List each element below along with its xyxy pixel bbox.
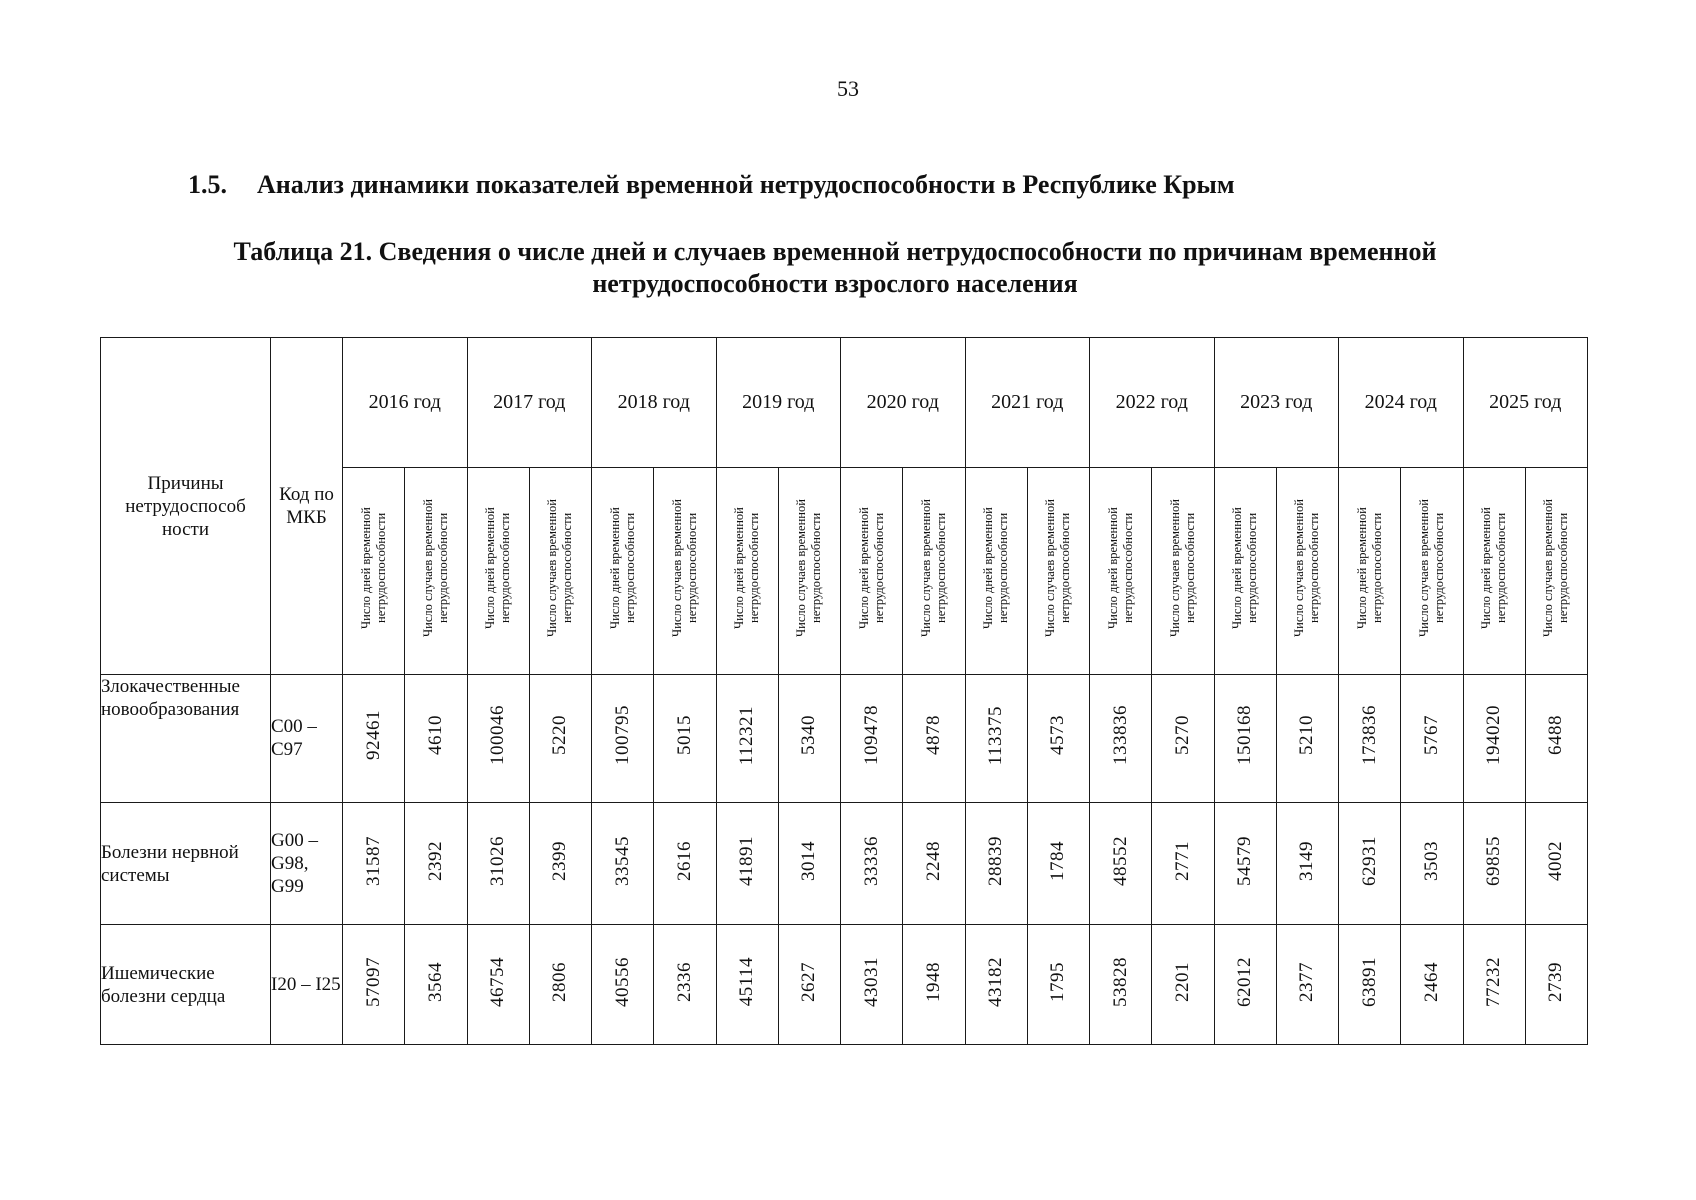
value-text: 2248 [922, 840, 944, 881]
value-text: 53828 [1109, 956, 1131, 1007]
days-value-cell [1463, 675, 1525, 803]
icd-code-cell: I20 – I25 [271, 925, 343, 1045]
value-text: 31587 [362, 835, 384, 886]
days-value-cell [1214, 675, 1276, 803]
year-header: 2019 год [716, 338, 841, 468]
year-header: 2023 год [1214, 338, 1339, 468]
days-value-cell [467, 802, 529, 925]
days-value-cell [1463, 925, 1525, 1045]
value-text: 100046 [487, 705, 509, 766]
value-text: 3503 [1420, 840, 1442, 881]
cause-column-header: Причины нетрудоспособ ности [101, 338, 271, 675]
value-text: 33545 [611, 835, 633, 886]
section-number: 1.5. [188, 170, 227, 199]
cases-value-cell [654, 925, 716, 1045]
value-text: 5210 [1296, 715, 1318, 756]
value-text: 3149 [1296, 840, 1318, 881]
value-text: 5220 [549, 715, 571, 756]
value-text: 1784 [1047, 840, 1069, 881]
icd-code-cell: С00 – С97 [271, 675, 343, 803]
year-header: 2021 год [965, 338, 1090, 468]
days-value-cell [965, 802, 1027, 925]
cases-value-cell [1152, 802, 1214, 925]
cases-value-cell [1027, 675, 1089, 803]
cases-value-cell [1525, 802, 1587, 925]
value-text: 2616 [673, 840, 695, 881]
cases-subheader: Число случаев временной нетрудоспособности [778, 468, 840, 675]
year-header: 2017 год [467, 338, 592, 468]
cases-subheader: Число случаев временной нетрудоспособности [1276, 468, 1338, 675]
value-text: 40556 [611, 956, 633, 1007]
table-caption-line-2: нетрудоспособности взрослого населения [592, 269, 1078, 298]
value-text: 2739 [1545, 961, 1567, 1002]
cases-value-cell [903, 802, 965, 925]
value-text: 5270 [1171, 715, 1193, 756]
value-text: 109478 [860, 705, 882, 766]
value-text: 4573 [1047, 715, 1069, 756]
cases-value-cell [1152, 675, 1214, 803]
cases-value-cell [1152, 925, 1214, 1045]
cases-subheader: Число случаев временной нетрудоспособности [529, 468, 591, 675]
value-text: 46754 [487, 956, 509, 1007]
value-text: 2377 [1296, 961, 1318, 1002]
code-column-header: Код по МКБ [271, 338, 343, 675]
value-text: 173836 [1358, 705, 1380, 766]
cases-value-cell [1276, 675, 1338, 803]
days-value-cell [841, 675, 903, 803]
value-text: 2201 [1171, 961, 1193, 1002]
table-row [101, 802, 1588, 925]
days-subheader: Число дней временной нетрудоспособности [467, 468, 529, 675]
value-text: 150168 [1234, 705, 1256, 766]
value-text: 2627 [798, 961, 820, 1002]
days-value-cell [965, 675, 1027, 803]
table-body [101, 675, 1588, 1045]
days-value-cell [841, 802, 903, 925]
cause-cell: Злокачественные новообразования [101, 675, 271, 803]
days-subheader: Число дней временной нетрудоспособности [1214, 468, 1276, 675]
days-subheader: Число дней временной нетрудоспособности [343, 468, 405, 675]
days-value-cell [716, 925, 778, 1045]
value-text: 194020 [1483, 705, 1505, 766]
value-text: 62931 [1358, 835, 1380, 886]
value-text: 1795 [1047, 961, 1069, 1002]
cases-value-cell [903, 675, 965, 803]
days-value-cell [1339, 675, 1401, 803]
value-text: 3564 [424, 961, 446, 1002]
days-value-cell [343, 802, 405, 925]
year-header: 2022 год [1090, 338, 1215, 468]
value-text: 63891 [1358, 956, 1380, 1007]
section-heading [188, 170, 1235, 200]
days-value-cell [1463, 802, 1525, 925]
value-text: 113375 [985, 705, 1007, 766]
cases-subheader: Число случаев временной нетрудоспособности [1525, 468, 1587, 675]
days-value-cell [1090, 675, 1152, 803]
value-text: 62012 [1234, 956, 1256, 1007]
cases-value-cell [778, 925, 840, 1045]
page-number: 53 [837, 76, 859, 101]
value-text: 2392 [424, 840, 446, 881]
cases-value-cell [1401, 925, 1463, 1045]
days-value-cell [1090, 925, 1152, 1045]
value-text: 31026 [487, 835, 509, 886]
days-subheader: Число дней временной нетрудоспособности [592, 468, 654, 675]
value-text: 5015 [673, 715, 695, 756]
days-value-cell [716, 802, 778, 925]
value-text: 5767 [1420, 715, 1442, 756]
days-value-cell [592, 675, 654, 803]
value-text: 41891 [736, 835, 758, 886]
value-text: 2806 [549, 961, 571, 1002]
days-value-cell [343, 675, 405, 803]
days-value-cell [1214, 802, 1276, 925]
disability-table [100, 337, 1588, 1045]
cases-value-cell [903, 925, 965, 1045]
cases-subheader: Число случаев временной нетрудоспособности [1401, 468, 1463, 675]
cases-value-cell [529, 802, 591, 925]
year-header: 2024 год [1339, 338, 1464, 468]
value-text: 92461 [362, 710, 384, 761]
cases-subheader: Число случаев временной нетрудоспособности [903, 468, 965, 675]
value-text: 45114 [736, 957, 758, 1007]
value-text: 2336 [673, 961, 695, 1002]
cases-value-cell [529, 925, 591, 1045]
value-text: 43182 [985, 956, 1007, 1007]
value-text: 4610 [424, 715, 446, 756]
days-value-cell [716, 675, 778, 803]
days-value-cell [343, 925, 405, 1045]
cases-value-cell [778, 802, 840, 925]
table-caption [150, 236, 1520, 300]
days-value-cell [965, 925, 1027, 1045]
cause-cell: Болезни нервной системы [101, 802, 271, 925]
year-header-row [101, 338, 1588, 468]
value-text: 77232 [1483, 956, 1505, 1007]
cases-subheader: Число случаев временной нетрудоспособности [405, 468, 467, 675]
cases-value-cell [1401, 802, 1463, 925]
year-header: 2018 год [592, 338, 717, 468]
cases-value-cell [654, 802, 716, 925]
value-text: 112321 [736, 705, 758, 766]
table-row [101, 925, 1588, 1045]
value-text: 54579 [1234, 835, 1256, 886]
days-value-cell [467, 925, 529, 1045]
cases-value-cell [1027, 925, 1089, 1045]
value-text: 2771 [1171, 840, 1193, 881]
days-subheader: Число дней временной нетрудоспособности [1463, 468, 1525, 675]
year-header: 2016 год [343, 338, 468, 468]
days-value-cell [841, 925, 903, 1045]
value-text: 4002 [1545, 840, 1567, 881]
days-value-cell [1339, 802, 1401, 925]
year-header: 2020 год [841, 338, 966, 468]
cases-subheader: Число случаев временной нетрудоспособности [654, 468, 716, 675]
value-text: 3014 [798, 840, 820, 881]
cases-value-cell [1276, 925, 1338, 1045]
days-value-cell [1339, 925, 1401, 1045]
table-caption-line-1: Таблица 21. Сведения о числе дней и случаев временной нетрудоспособности по причинам временной [233, 237, 1437, 266]
value-text: 2399 [549, 840, 571, 881]
cases-subheader: Число случаев временной нетрудоспособности [1152, 468, 1214, 675]
days-value-cell [592, 802, 654, 925]
value-text: 5340 [798, 715, 820, 756]
value-text: 100795 [611, 705, 633, 766]
year-header: 2025 год [1463, 338, 1588, 468]
value-text: 69855 [1483, 835, 1505, 886]
days-subheader: Число дней временной нетрудоспособности [841, 468, 903, 675]
days-subheader: Число дней временной нетрудоспособности [965, 468, 1027, 675]
cases-value-cell [405, 675, 467, 803]
cases-value-cell [778, 675, 840, 803]
cases-value-cell [1276, 802, 1338, 925]
value-text: 28839 [985, 835, 1007, 886]
cases-value-cell [405, 802, 467, 925]
days-value-cell [592, 925, 654, 1045]
value-text: 43031 [860, 956, 882, 1007]
days-value-cell [467, 675, 529, 803]
section-title: Анализ динамики показателей временной нетрудоспособности в Республике Крым [257, 170, 1235, 199]
cases-value-cell [1401, 675, 1463, 803]
value-text: 2464 [1420, 961, 1442, 1002]
cases-value-cell [1525, 675, 1587, 803]
days-subheader: Число дней временной нетрудоспособности [716, 468, 778, 675]
cases-value-cell [529, 675, 591, 803]
value-text: 33336 [860, 835, 882, 886]
value-text: 6488 [1545, 715, 1567, 756]
cause-cell: Ишемические болезни сердца [101, 925, 271, 1045]
cases-value-cell [654, 675, 716, 803]
value-text: 48552 [1109, 835, 1131, 886]
days-subheader: Число дней временной нетрудоспособности [1339, 468, 1401, 675]
days-value-cell [1214, 925, 1276, 1045]
cases-subheader: Число случаев временной нетрудоспособности [1027, 468, 1089, 675]
value-text: 57097 [362, 956, 384, 1007]
icd-code-cell: G00 – G98, G99 [271, 802, 343, 925]
cases-value-cell [1027, 802, 1089, 925]
value-text: 4878 [922, 715, 944, 756]
value-text: 1948 [922, 961, 944, 1002]
days-subheader: Число дней временной нетрудоспособности [1090, 468, 1152, 675]
cases-value-cell [405, 925, 467, 1045]
cases-value-cell [1525, 925, 1587, 1045]
days-value-cell [1090, 802, 1152, 925]
value-text: 133836 [1109, 705, 1131, 766]
table-row [101, 675, 1588, 803]
